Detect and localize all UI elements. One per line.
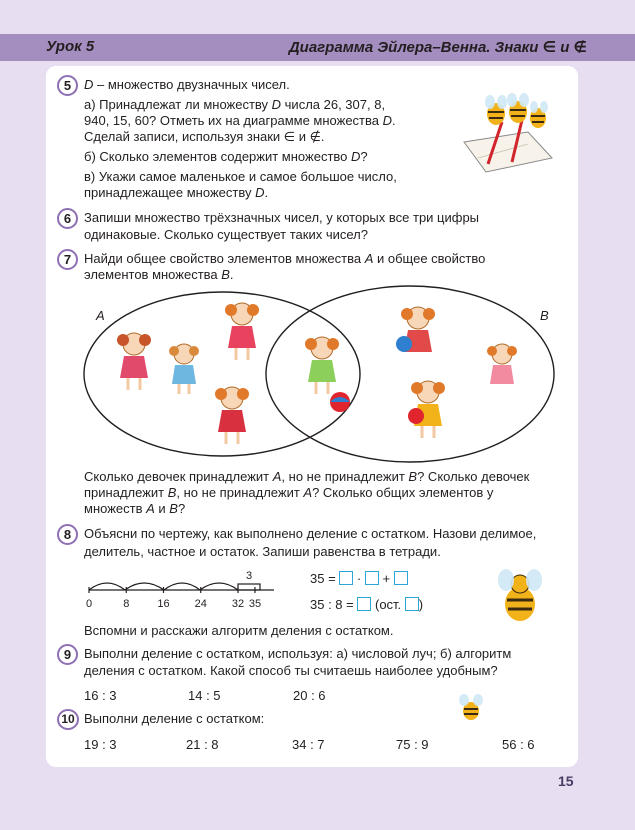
girl-figure [215, 387, 249, 444]
tick-label: 16 [157, 598, 170, 610]
exercise-7-line2: элементов множества B. [84, 267, 234, 282]
exercise-5-number: 5 [57, 75, 78, 96]
exercise-5-a-line3: Сделай записи, используя знаки ∈ и ∉. [84, 129, 325, 144]
tick-label: 24 [194, 598, 207, 610]
exercise-7-question2: принадлежит B, но не принадлежит A? Сколько общих элементов у [84, 485, 494, 500]
equation-2: 35 : 8 = (ост. ) [310, 597, 424, 612]
exercise-9-number: 9 [57, 644, 78, 665]
venn-diagram [72, 282, 572, 466]
exercise-5-c-line1: в) Укажи самое маленькое и самое большое число, [84, 169, 397, 184]
exercise-7-question3: множеств A и B? [84, 501, 186, 516]
girl-figure [487, 344, 517, 384]
exercise-10-number: 10 [57, 709, 79, 730]
exercise-7-question1: Сколько девочек принадлежит A, но не принадлежит B? Сколько девочек [84, 469, 530, 484]
exercise-10-task: 75 : 9 [396, 737, 429, 752]
answer-box[interactable] [394, 571, 408, 585]
set-b-label: B [540, 308, 549, 323]
lesson-label: Урок 5 [46, 38, 95, 55]
tick-label: 8 [123, 598, 130, 610]
remainder-label: 3 [246, 570, 253, 582]
equation-1: 35 = · + [310, 570, 408, 588]
bees-illustration [458, 92, 558, 174]
exercise-8-line1: Объясни по чертежу, как выполнено деление с остатком. Назови делимое, [84, 526, 537, 541]
exercise-9-line2: деления с остатком. Какой способ ты считаешь наиболее удобным? [84, 663, 498, 678]
answer-box[interactable] [339, 571, 353, 585]
exercise-10-task: 19 : 3 [84, 737, 117, 752]
tick-label: 0 [85, 598, 93, 610]
remainder-bracket [238, 584, 260, 590]
number-line [80, 564, 280, 614]
bee-icon [530, 101, 548, 128]
answer-box[interactable] [405, 597, 419, 611]
ball-icon [408, 408, 424, 424]
exercise-8-line2: делитель, частное и остаток. Запиши равенства в тетради. [84, 544, 441, 559]
girl-figure [305, 337, 350, 412]
answer-box[interactable] [357, 597, 371, 611]
exercise-9-line1: Выполни деление с остатком, используя: а) числовой луч; б) алгоритм [84, 646, 512, 661]
exercise-5-b: б) Сколько элементов содержит множество D? [84, 149, 368, 164]
page-number: 15 [558, 773, 574, 789]
exercise-5-intro: D – множество двузначных чисел. [84, 77, 290, 92]
exercise-6-line1: Запиши множество трёхзначных чисел, у которых все три цифры [84, 210, 480, 225]
ball-icon [396, 336, 412, 352]
exercise-5-c-line2: принадлежащее множеству D. [84, 185, 269, 200]
lesson-header [0, 34, 635, 61]
bee-icon [507, 93, 529, 123]
girl-figure [396, 307, 435, 352]
exercise-8-footer: Вспомни и расскажи алгоритм деления с остатком. [84, 623, 394, 638]
exercise-5-a-line2: 940, 15, 60? Отметь их на диаграмме множества D. [84, 113, 396, 128]
exercise-9-task: 14 : 5 [188, 688, 221, 703]
exercise-9-task: 16 : 3 [84, 688, 117, 703]
lesson-topic: Диаграмма Эйлера–Венна. Знаки ∈ и ∉ [288, 39, 587, 56]
exercise-7-number: 7 [57, 249, 78, 270]
bee-illustration [494, 568, 548, 624]
girl-figure [225, 303, 259, 360]
jump-arc [200, 583, 238, 590]
exercise-6-number: 6 [57, 208, 78, 229]
bee-icon [485, 95, 507, 125]
exercise-8-number: 8 [57, 524, 78, 545]
exercise-7-line1: Найди общее свойство элементов множества A и общее свойство [84, 251, 486, 266]
exercise-10-task: 21 : 8 [186, 737, 219, 752]
tick-label: 32 [231, 598, 245, 610]
small-bee-illustration [456, 692, 486, 722]
girl-figure [408, 381, 445, 438]
exercise-10-task: 34 : 7 [292, 737, 325, 752]
exercise-5-a-line1: а) Принадлежат ли множеству D числа 26, 307, 8, [84, 97, 386, 112]
jump-arc [164, 583, 200, 590]
set-a-label: A [96, 308, 105, 323]
jump-arc [125, 583, 164, 590]
exercise-6-line2: одинаковые. Сколько существует таких чисел? [84, 227, 368, 242]
exercise-9-task: 20 : 6 [293, 688, 326, 703]
answer-box[interactable] [365, 571, 379, 585]
girl-figure [117, 333, 151, 390]
jump-arc [89, 583, 125, 590]
exercise-10-line1: Выполни деление с остатком: [84, 711, 265, 726]
tick-label: 35 [248, 598, 262, 610]
exercise-10-task: 56 : 6 [502, 737, 535, 752]
girl-figure [169, 344, 199, 394]
